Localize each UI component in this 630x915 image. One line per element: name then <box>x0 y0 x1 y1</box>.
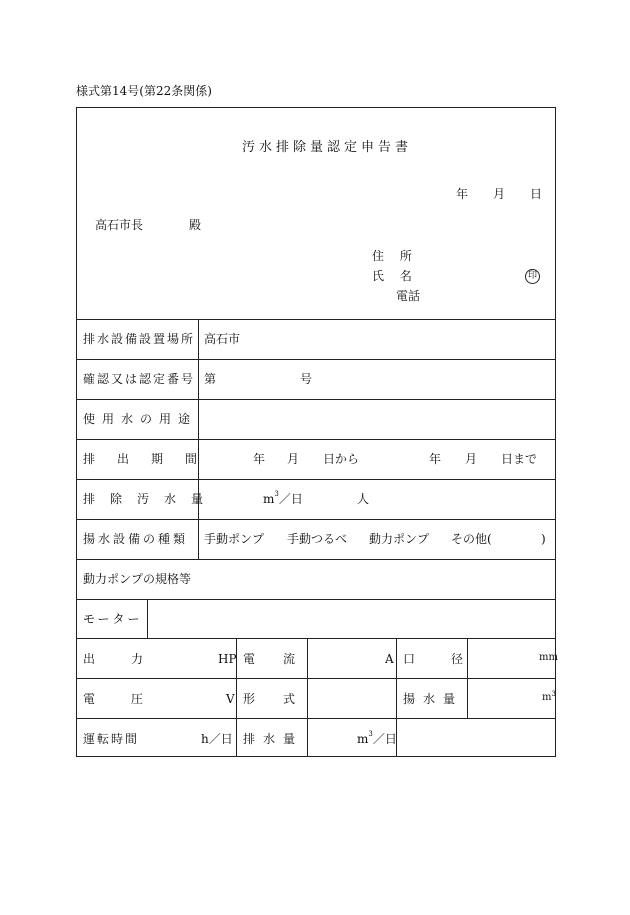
current-label: 電流 <box>243 652 324 666</box>
discharge-label: 排水量 <box>243 732 304 746</box>
voltage-unit: V <box>226 692 235 706</box>
current-unit: A <box>385 652 394 666</box>
usage-label: 使用水の用途 <box>83 412 198 426</box>
period-start-year: 年 <box>253 452 266 466</box>
seal-icon: 印 <box>525 268 540 284</box>
location-label: 排水設備設置場所 <box>83 332 196 346</box>
pump-type-option-other: その他( <box>451 532 492 546</box>
address-label: 住 所 <box>372 249 418 263</box>
model-label: 形式 <box>243 692 324 706</box>
addressee-name: 高石市長 <box>95 218 144 232</box>
period-label: 排出期間 <box>83 452 220 466</box>
date-month: 月 <box>493 187 506 201</box>
motor-label: モーター <box>83 612 143 626</box>
name-label: 氏 名 <box>372 269 418 283</box>
pump-type-label: 揚水設備の種類 <box>83 532 189 546</box>
phone-label: 電話 <box>396 289 421 303</box>
discharge-unit: $m^3/$日 <box>357 730 397 746</box>
bore-label: 口径 <box>403 652 500 666</box>
period-end-day: 日まで <box>501 452 538 466</box>
pump-type-option-bucket: 手動つるべ <box>287 532 348 546</box>
period-end-year: 年 <box>429 452 442 466</box>
pump-spec-label: 動力ポンプの規格等 <box>83 572 192 586</box>
lift-unit: $m^3$ <box>542 690 556 703</box>
period-start-month: 月 <box>287 452 300 466</box>
volume-unit: $m^3/$日 <box>263 490 303 506</box>
output-label: 出力 <box>83 652 180 666</box>
date-day: 日 <box>530 187 543 201</box>
runtime-unit: h／日 <box>201 732 233 746</box>
volume-persons: 人 <box>357 492 370 506</box>
bore-unit: mm <box>539 652 558 663</box>
output-unit: HP <box>218 652 237 666</box>
cert-number-prefix: 第 <box>204 372 217 386</box>
application-form <box>76 107 556 757</box>
cert-number-suffix: 号 <box>300 372 313 386</box>
pump-type-option-power: 動力ポンプ <box>369 532 430 546</box>
date-year: 年 <box>456 187 469 201</box>
pump-type-close: ) <box>541 532 546 546</box>
form-number: 様式第14号(第22条関係) <box>76 84 212 98</box>
lift-label: 揚水量 <box>403 692 464 706</box>
addressee-honorific: 殿 <box>189 218 202 232</box>
pump-type-option-manual: 手動ポンプ <box>204 532 265 546</box>
volume-label: 排除汚水量 <box>83 492 219 506</box>
period-end-month: 月 <box>465 452 478 466</box>
period-start-day: 日から <box>323 452 360 466</box>
location-value: 高石市 <box>204 332 241 346</box>
cert-number-label: 確認又は認定番号 <box>83 372 196 386</box>
form-title: 汚水排除量認定申告書 <box>242 140 413 155</box>
runtime-label: 運転時間 <box>83 732 140 746</box>
voltage-label: 電圧 <box>83 692 180 706</box>
